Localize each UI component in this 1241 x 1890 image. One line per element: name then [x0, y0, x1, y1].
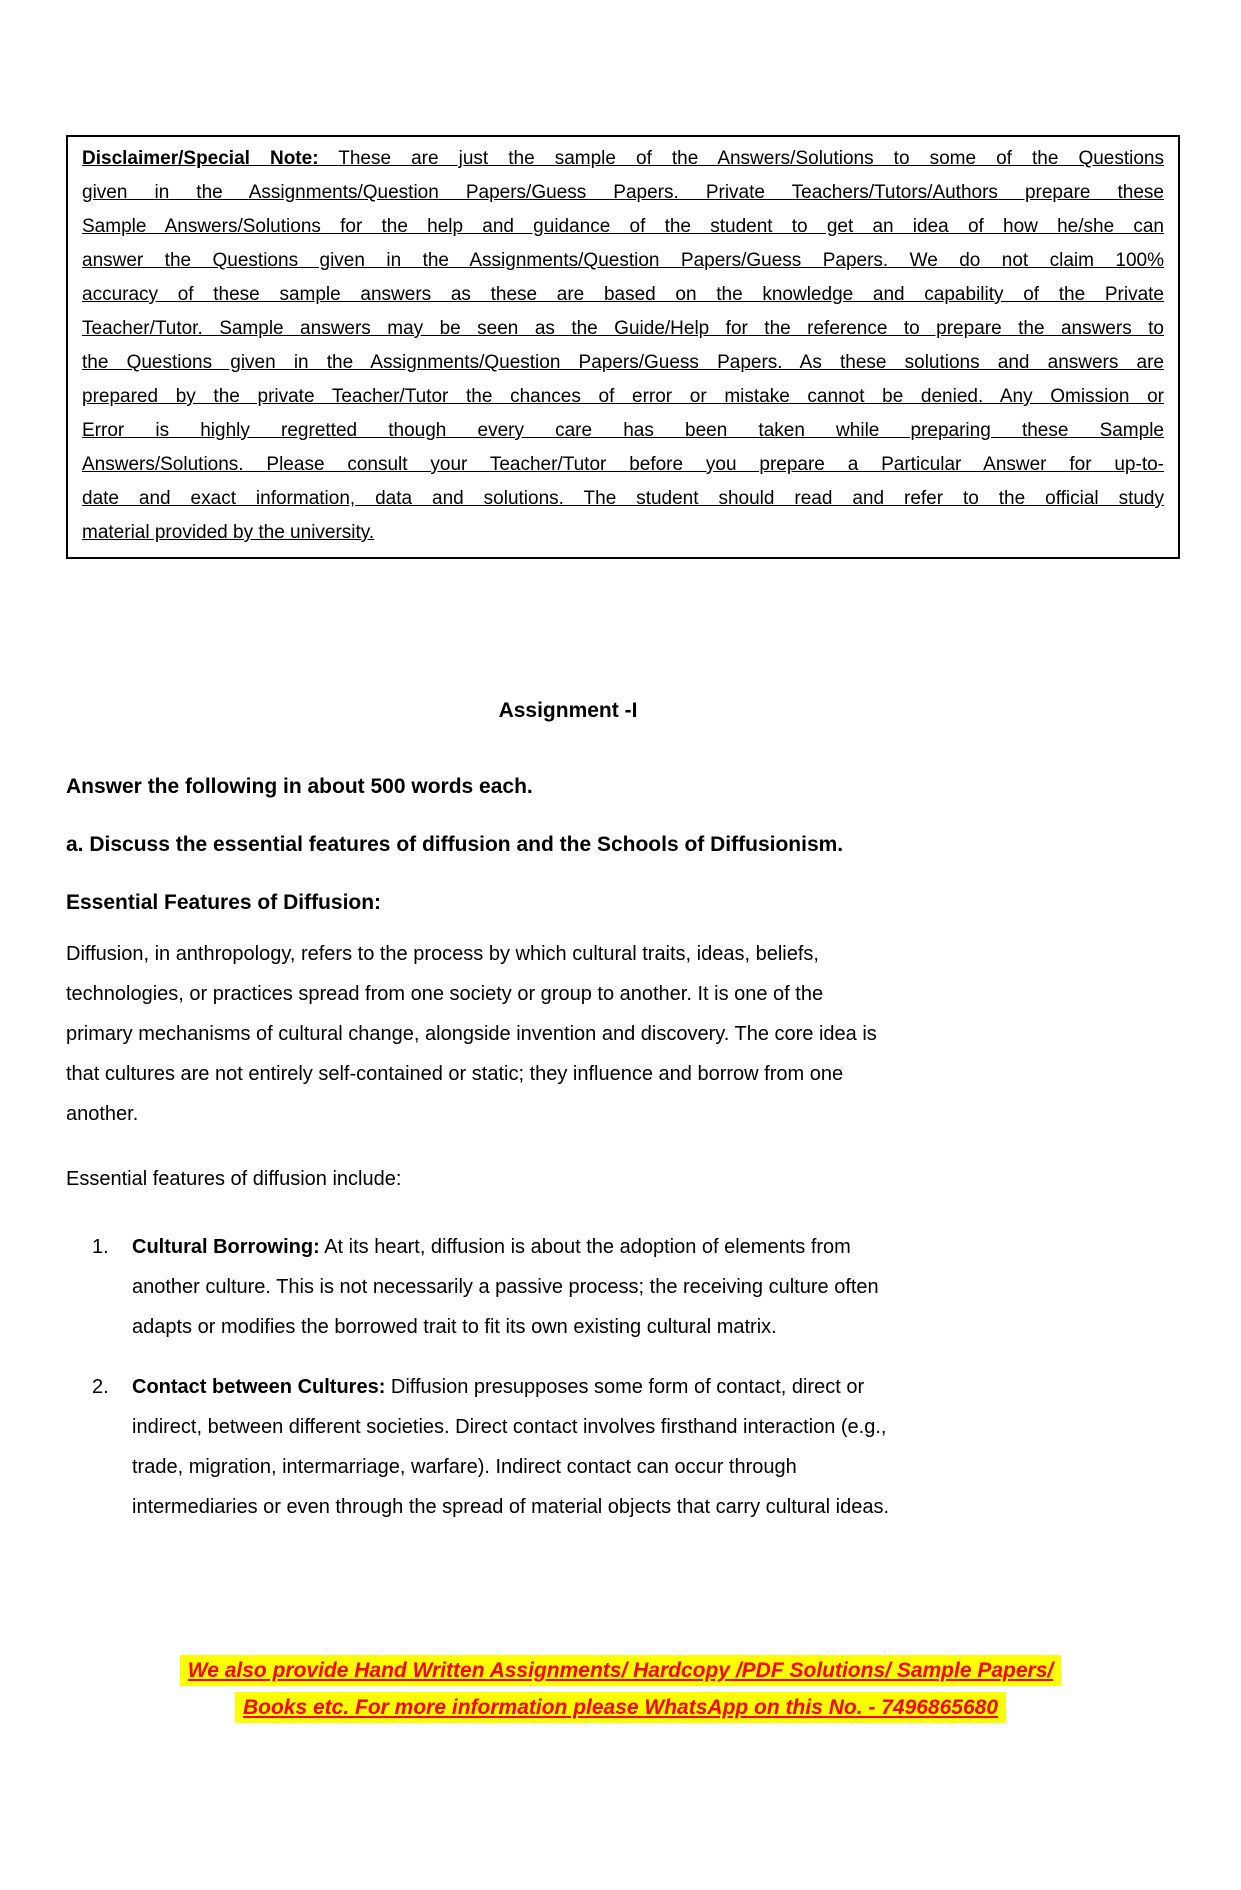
list-item-body: At its heart, diffusion is about the adoption of elements from another culture. This is not necessarily a passive process; the receiving culture often adapts or modifies the borrowed trait to fit its own existing cultural matrix.	[132, 1236, 879, 1338]
disclaimer-line-text: These are just the sample of the Answers/Solutions to some of the Questions	[338, 148, 1164, 169]
disclaimer-line: accuracy of these sample answers as these are based on the knowledge and capability of the Private	[82, 284, 1164, 305]
disclaimer-line: the Questions given in the Assignments/Question Papers/Guess Papers. As these solutions and answers are	[82, 352, 1164, 373]
list-item-text	[132, 1367, 1178, 1527]
footer-banner	[0, 1652, 1241, 1726]
disclaimer-line: Teacher/Tutor. Sample answers may be seen as the Guide/Help for the reference to prepare the answers to	[82, 318, 1164, 339]
question-a-heading: a. Discuss the essential features of diffusion and the Schools of Diffusionism.	[66, 833, 844, 856]
disclaimer-line: material provided by the university.	[82, 522, 375, 543]
list-item-cultural-borrowing	[66, 1227, 1178, 1347]
list-item-number: 2.	[92, 1376, 109, 1398]
disclaimer-line: answer the Questions given in the Assignments/Question Papers/Guess Papers. We do not claim 100%	[82, 250, 1164, 271]
footer-text: We also provide Hand Written Assignments/ Hardcopy /PDF Solutions/ Sample Papers/ Books etc. For more information please WhatsApp on this No. - 7496865680	[180, 1655, 1061, 1723]
instruction-heading: Answer the following in about 500 words each.	[66, 775, 533, 798]
assignment-title: Assignment -I	[498, 699, 638, 722]
disclaimer-line: Sample Answers/Solutions for the help and guidance of the student to get an idea of how he/she can	[82, 216, 1164, 237]
list-item-lead: Cultural Borrowing:	[132, 1236, 320, 1258]
list-item-contact-between-cultures	[66, 1367, 1178, 1527]
disclaimer-line: prepared by the private Teacher/Tutor the chances of error or mistake cannot be denied. Any Omission or	[82, 386, 1164, 407]
disclaimer-line	[82, 142, 1164, 176]
features-list	[66, 1227, 1178, 1527]
list-item-text	[132, 1227, 1178, 1347]
list-item-lead: Contact between Cultures:	[132, 1376, 386, 1398]
disclaimer-line: given in the Assignments/Question Papers/Guess Papers. Private Teachers/Tutors/Authors prepare these	[82, 182, 1164, 203]
section-heading: Essential Features of Diffusion:	[66, 891, 382, 914]
list-item-body: Diffusion presupposes some form of contact, direct or indirect, between different societies. Direct contact involves firsthand interaction (e.g., trade, migration, intermarriage, warfare). Indirect contact can occur through intermediaries or even through the spread of material objects that carry cultural ideas.	[132, 1376, 890, 1518]
disclaimer-box	[66, 135, 1180, 559]
disclaimer-lead: Disclaimer/Special Note:	[82, 148, 319, 169]
disclaimer-line: Error is highly regretted though every care has been taken while preparing these Sample	[82, 420, 1164, 441]
document-page	[0, 135, 1241, 1890]
disclaimer-line: Answers/Solutions. Please consult your Teacher/Tutor before you prepare a Particular Answer for up-to-	[82, 454, 1164, 475]
list-item-number: 1.	[92, 1236, 109, 1258]
list-intro: Essential features of diffusion include:	[66, 1168, 402, 1190]
disclaimer-line: date and exact information, data and solutions. The student should read and refer to the official study	[82, 488, 1164, 509]
intro-paragraph: Diffusion, in anthropology, refers to the process by which cultural traits, ideas, beliefs, technologies, or practices spread from one society or group to another. It is one of the primary mechanisms of cultural change, alongside invention and discovery. The core idea is that cultures are not entirely self-contained or static; they influence and borrow from one another.	[66, 943, 877, 1125]
assignment-content	[0, 697, 1241, 1527]
